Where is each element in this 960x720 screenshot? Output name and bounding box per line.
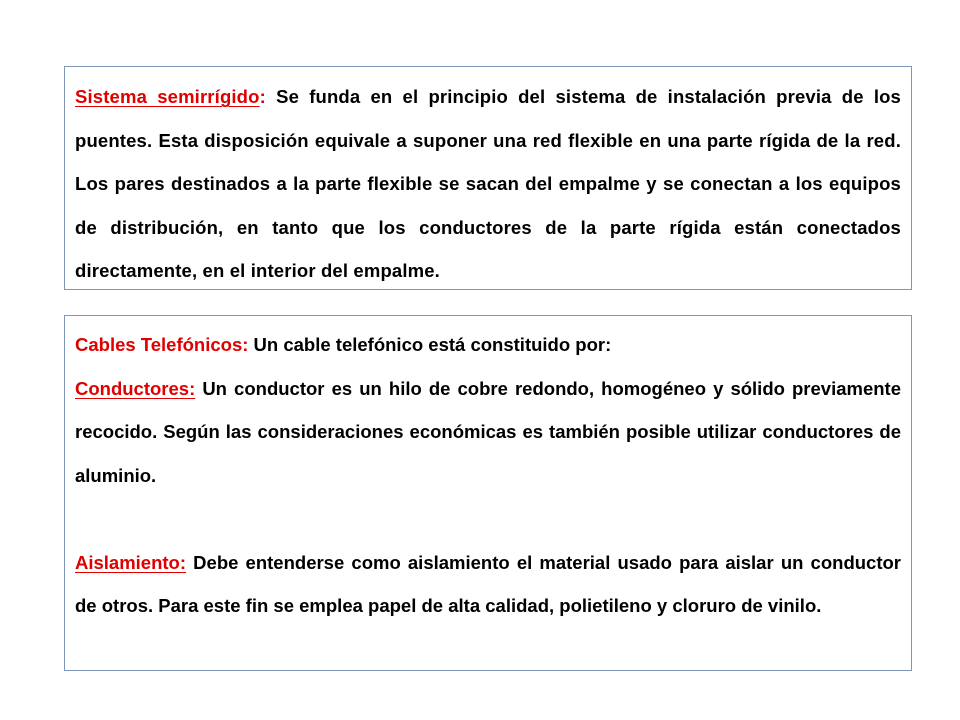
- cables-paragraph: [75, 323, 901, 367]
- conductores-term: Conductores:: [75, 377, 196, 399]
- semirrigido-term-colon: :: [259, 86, 266, 107]
- conductores-body: Un conductor es un hilo de cobre redondo, homogéneo y sólido previamente recocido. Según las consideraciones económicas es también posible utilizar conductores de aluminio.: [75, 377, 901, 486]
- aislamiento-body: Debe entenderse como aislamiento el material usado para aislar un conductor de otros. Para este fin se emplea papel de alta calidad, polietileno y cloruro de vinilo.: [75, 551, 901, 616]
- semirrigido-body: Se funda en el principio del sistema de instalación previa de los puentes. Esta disposición equivale a suponer una red flexible en una parte rígida de la red. Los pares destinados a la parte flexible se sacan del empalme y se conectan a los equipos de distribución, en tanto que los conductores de la parte rígida están conectados directamente, en el interior del empalme.: [75, 86, 901, 281]
- conductores-paragraph: [75, 367, 901, 498]
- aislamiento-term: Aislamiento:: [75, 551, 187, 573]
- cables-text-box: [64, 315, 912, 671]
- semirrigido-term: Sistema semirrígido: [75, 86, 260, 107]
- cables-term: Cables Telefónicos:: [75, 334, 249, 355]
- paragraph-spacer: [75, 497, 901, 541]
- aislamiento-paragraph: [75, 541, 901, 628]
- semirrigido-text-box: [64, 66, 912, 290]
- semirrigido-paragraph: [75, 75, 901, 293]
- cables-body: Un cable telefónico está constituido por:: [248, 334, 612, 355]
